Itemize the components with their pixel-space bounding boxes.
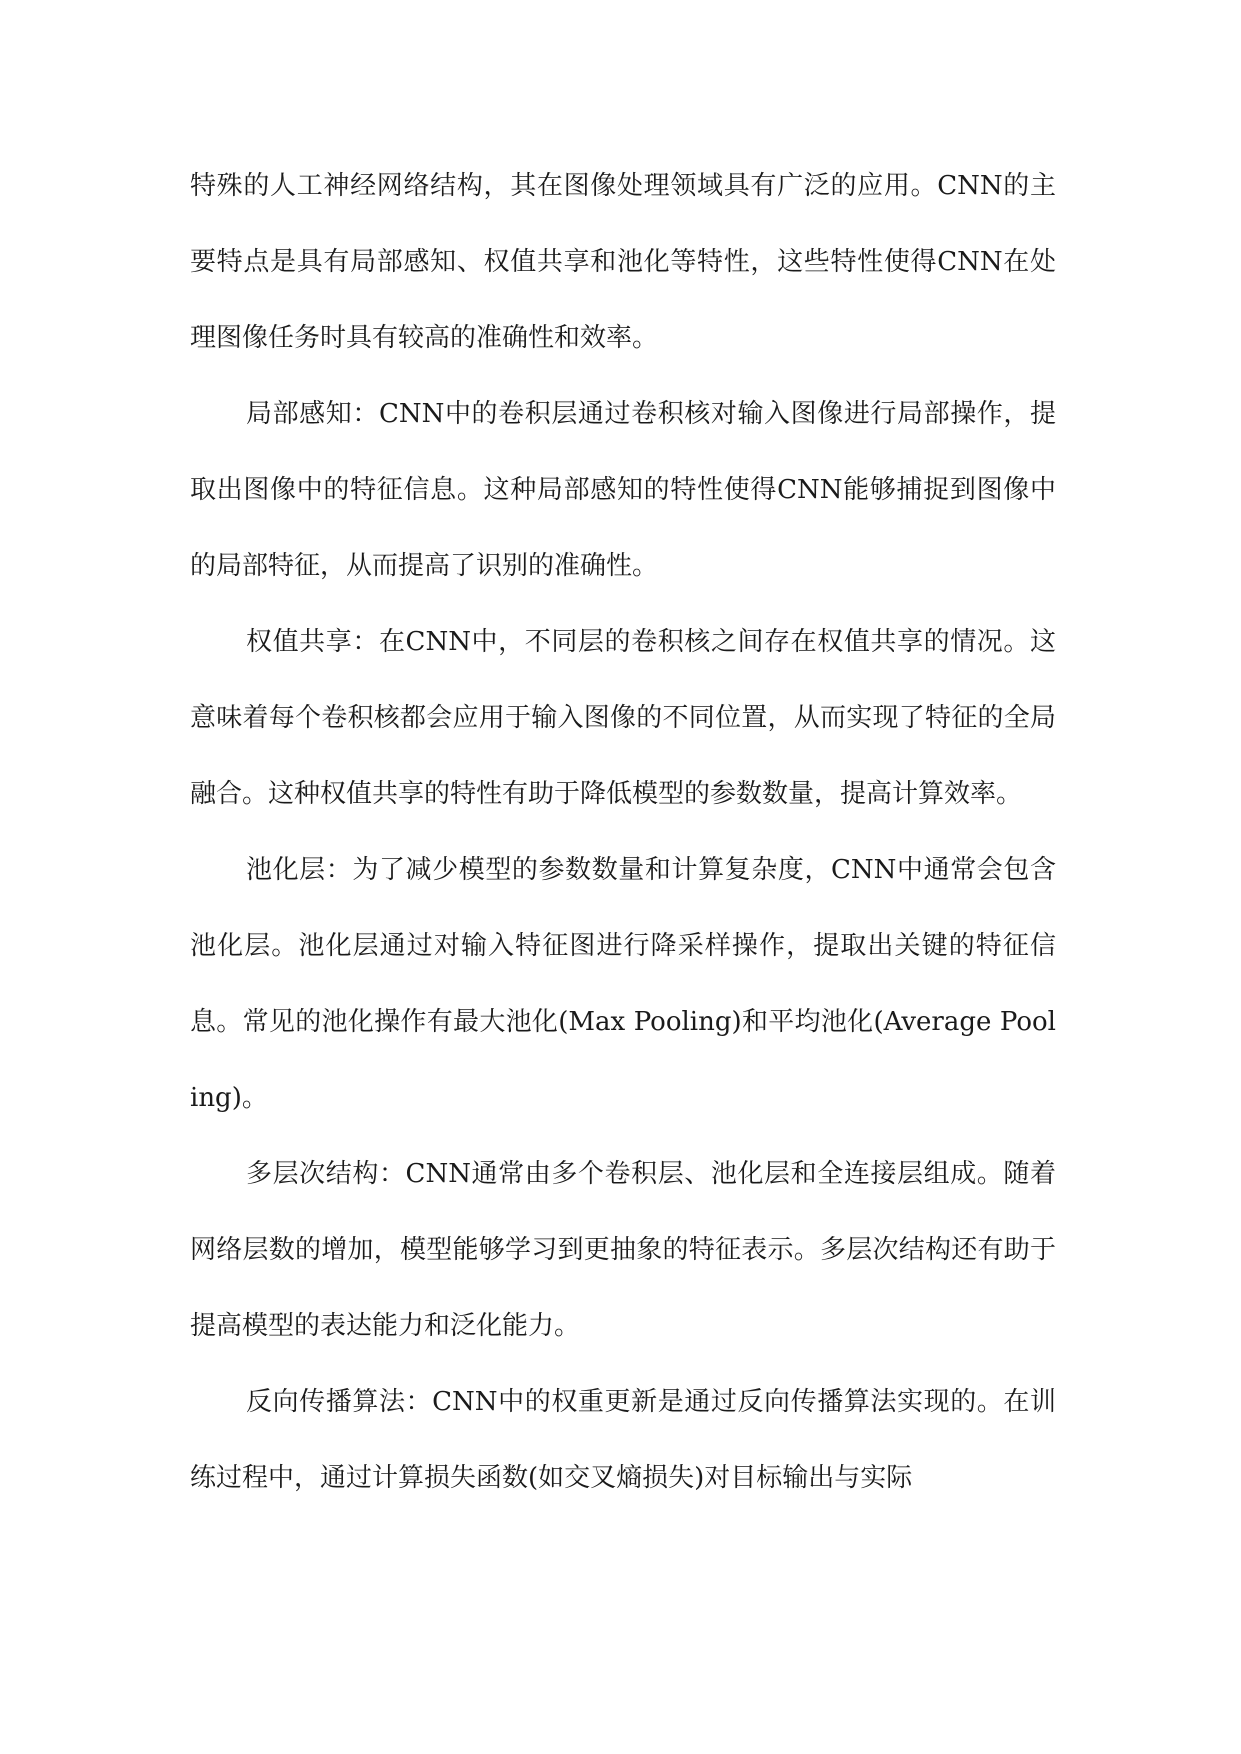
paragraph-backpropagation: 反向传播算法：CNN中的权重更新是通过反向传播算法实现的。在训练过程中，通过计算损失函数(如交叉熵损失)对目标输出与实际	[190, 1387, 1056, 1493]
paragraph-local-perception: 局部感知：CNN中的卷积层通过卷积核对输入图像进行局部操作，提取出图像中的特征信息。这种局部感知的特性使得CNN能够捕捉到图像中的局部特征，从而提高了识别的准确性。	[190, 399, 1056, 581]
body-text	[190, 148, 1056, 1516]
paragraph-pooling-layer: 池化层：为了减少模型的参数数量和计算复杂度，CNN中通常会包含池化层。池化层通过对输入特征图进行降采样操作，提取出关键的特征信息。常见的池化操作有最大池化(Max Pooling)和平均池化(Average Pooling)。	[190, 855, 1056, 1113]
paragraph-cnn-intro: 特殊的人工神经网络结构，其在图像处理领域具有广泛的应用。CNN的主要特点是具有局部感知、权值共享和池化等特性，这些特性使得CNN在处理图像任务时具有较高的准确性和效率。	[190, 171, 1056, 353]
paragraph-weight-sharing: 权值共享：在CNN中，不同层的卷积核之间存在权值共享的情况。这意味着每个卷积核都会应用于输入图像的不同位置，从而实现了特征的全局融合。这种权值共享的特性有助于降低模型的参数数量，提高计算效率。	[190, 627, 1056, 809]
paragraph-multilayer-structure: 多层次结构：CNN通常由多个卷积层、池化层和全连接层组成。随着网络层数的增加，模型能够学习到更抽象的特征表示。多层次结构还有助于提高模型的表达能力和泛化能力。	[190, 1159, 1056, 1341]
